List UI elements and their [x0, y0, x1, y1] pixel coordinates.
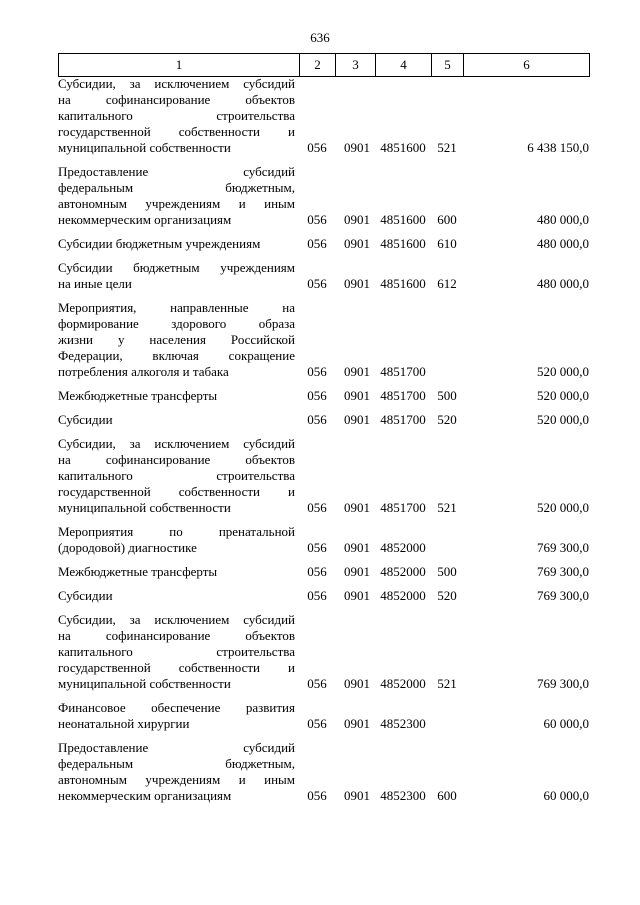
row-description — [58, 388, 295, 404]
expense-type-code: 612 — [437, 276, 457, 291]
description-line: Межбюджетные трансферты — [58, 564, 218, 579]
amount: 769 300,0 — [537, 676, 589, 691]
table-row — [58, 76, 589, 156]
expense-type-code: 520 — [437, 412, 457, 427]
description-line: Межбюджетные трансферты — [58, 388, 218, 403]
description-line: на софинансирование объектов — [58, 628, 295, 643]
page-number: 636 — [310, 30, 330, 45]
description-line: (дородовой) диагностике — [58, 540, 197, 555]
row-description — [58, 524, 295, 556]
amount: 520 000,0 — [537, 412, 589, 427]
amount: 60 000,0 — [543, 788, 589, 803]
description-line: на софинансирование объектов — [58, 452, 295, 467]
row-description — [58, 612, 295, 692]
description-line: муниципальной собственности — [58, 140, 231, 155]
amount: 769 300,0 — [537, 540, 589, 555]
table-row — [58, 612, 589, 692]
description-line: Субсидии, за исключением субсидий — [58, 76, 295, 91]
section-code: 0901 — [344, 588, 370, 603]
target-article-code: 4851700 — [380, 412, 426, 427]
section-code: 0901 — [344, 788, 370, 803]
amount: 520 000,0 — [537, 500, 589, 515]
ministry-code: 056 — [307, 676, 327, 691]
description-line: автономным учреждениям и иным — [58, 196, 295, 211]
column-header-table — [58, 53, 590, 77]
description-line: Субсидии, за исключением субсидий — [58, 436, 295, 451]
description-line: капитального строительства — [58, 644, 295, 659]
description-line: государственной собственности и — [58, 484, 295, 499]
row-description — [58, 164, 295, 228]
description-line: капитального строительства — [58, 468, 295, 483]
column-header-4: 4 — [376, 54, 432, 77]
table-row — [58, 588, 589, 604]
description-line: неонатальной хирургии — [58, 716, 190, 731]
row-description — [58, 300, 295, 380]
ministry-code: 056 — [307, 388, 327, 403]
expense-type-code: 500 — [437, 388, 457, 403]
section-code: 0901 — [344, 388, 370, 403]
target-article-code: 4851700 — [380, 500, 426, 515]
target-article-code: 4852300 — [380, 788, 426, 803]
row-description — [58, 588, 295, 604]
amount: 520 000,0 — [537, 364, 589, 379]
expense-type-code: 521 — [437, 140, 457, 155]
amount: 60 000,0 — [543, 716, 589, 731]
description-line: Субсидии — [58, 412, 113, 427]
description-line: Финансовое обеспечение развития — [58, 700, 295, 715]
amount: 480 000,0 — [537, 212, 589, 227]
row-description — [58, 564, 295, 580]
ministry-code: 056 — [307, 588, 327, 603]
section-code: 0901 — [344, 540, 370, 555]
budget-table-body — [58, 76, 589, 812]
row-description — [58, 76, 295, 156]
table-row — [58, 700, 589, 732]
row-description — [58, 740, 295, 804]
section-code: 0901 — [344, 676, 370, 691]
target-article-code: 4851600 — [380, 140, 426, 155]
section-code: 0901 — [344, 500, 370, 515]
description-line: федеральным бюджетным, — [58, 756, 295, 771]
description-line: федеральным бюджетным, — [58, 180, 295, 195]
description-line: Предоставление субсидий — [58, 164, 295, 179]
ministry-code: 056 — [307, 788, 327, 803]
description-line: государственной собственности и — [58, 660, 295, 675]
target-article-code: 4851600 — [380, 276, 426, 291]
amount: 769 300,0 — [537, 564, 589, 579]
ministry-code: 056 — [307, 140, 327, 155]
row-description — [58, 700, 295, 732]
expense-type-code: 521 — [437, 676, 457, 691]
description-line: муниципальной собственности — [58, 676, 231, 691]
ministry-code: 056 — [307, 540, 327, 555]
target-article-code: 4852300 — [380, 716, 426, 731]
section-code: 0901 — [344, 716, 370, 731]
description-line: Предоставление субсидий — [58, 740, 295, 755]
description-line: некоммерческим организациям — [58, 788, 232, 803]
section-code: 0901 — [344, 236, 370, 251]
amount: 480 000,0 — [537, 276, 589, 291]
table-row — [58, 388, 589, 404]
ministry-code: 056 — [307, 412, 327, 427]
ministry-code: 056 — [307, 500, 327, 515]
section-code: 0901 — [344, 276, 370, 291]
description-line: Субсидии бюджетным учреждениям — [58, 236, 261, 251]
table-row — [58, 164, 589, 228]
target-article-code: 4852000 — [380, 676, 426, 691]
ministry-code: 056 — [307, 564, 327, 579]
table-row — [58, 300, 589, 380]
ministry-code: 056 — [307, 716, 327, 731]
section-code: 0901 — [344, 412, 370, 427]
row-description — [58, 436, 295, 516]
description-line: Федерации, включая сокращение — [58, 348, 295, 363]
target-article-code: 4852000 — [380, 540, 426, 555]
description-line: государственной собственности и — [58, 124, 295, 139]
table-row — [58, 412, 589, 428]
expense-type-code: 600 — [437, 212, 457, 227]
column-header-2: 2 — [300, 54, 336, 77]
description-line: на иные цели — [58, 276, 132, 291]
target-article-code: 4852000 — [380, 588, 426, 603]
column-header-1: 1 — [59, 54, 300, 77]
table-row — [58, 524, 589, 556]
section-code: 0901 — [344, 212, 370, 227]
section-code: 0901 — [344, 564, 370, 579]
target-article-code: 4851700 — [380, 388, 426, 403]
description-line: на софинансирование объектов — [58, 92, 295, 107]
section-code: 0901 — [344, 364, 370, 379]
description-line: формирование здорового образа — [58, 316, 295, 331]
table-row — [58, 236, 589, 252]
ministry-code: 056 — [307, 276, 327, 291]
expense-type-code: 600 — [437, 788, 457, 803]
description-line: жизни у населения Российской — [58, 332, 295, 347]
column-header-5: 5 — [432, 54, 464, 77]
table-row — [58, 436, 589, 516]
row-description — [58, 412, 295, 428]
table-row — [58, 564, 589, 580]
amount: 6 438 150,0 — [527, 140, 589, 155]
expense-type-code: 520 — [437, 588, 457, 603]
row-description — [58, 260, 295, 292]
expense-type-code: 500 — [437, 564, 457, 579]
table-row — [58, 260, 589, 292]
expense-type-code: 610 — [437, 236, 457, 251]
target-article-code: 4851600 — [380, 212, 426, 227]
ministry-code: 056 — [307, 212, 327, 227]
row-description — [58, 236, 295, 252]
description-line: Субсидии, за исключением субсидий — [58, 612, 295, 627]
description-line: Мероприятия, направленные на — [58, 300, 295, 315]
column-header-row — [59, 54, 590, 77]
description-line: капитального строительства — [58, 108, 295, 123]
ministry-code: 056 — [307, 364, 327, 379]
description-line: муниципальной собственности — [58, 500, 231, 515]
description-line: Субсидии — [58, 588, 113, 603]
description-line: потребления алкоголя и табака — [58, 364, 229, 379]
column-header-3: 3 — [336, 54, 376, 77]
amount: 480 000,0 — [537, 236, 589, 251]
target-article-code: 4851600 — [380, 236, 426, 251]
description-line: Мероприятия по пренатальной — [58, 524, 295, 539]
description-line: Субсидии бюджетным учреждениям — [58, 260, 295, 275]
description-line: некоммерческим организациям — [58, 212, 232, 227]
target-article-code: 4852000 — [380, 564, 426, 579]
section-code: 0901 — [344, 140, 370, 155]
expense-type-code: 521 — [437, 500, 457, 515]
amount: 520 000,0 — [537, 388, 589, 403]
table-row — [58, 740, 589, 804]
amount: 769 300,0 — [537, 588, 589, 603]
ministry-code: 056 — [307, 236, 327, 251]
target-article-code: 4851700 — [380, 364, 426, 379]
description-line: автономным учреждениям и иным — [58, 772, 295, 787]
column-header-6: 6 — [464, 54, 590, 77]
